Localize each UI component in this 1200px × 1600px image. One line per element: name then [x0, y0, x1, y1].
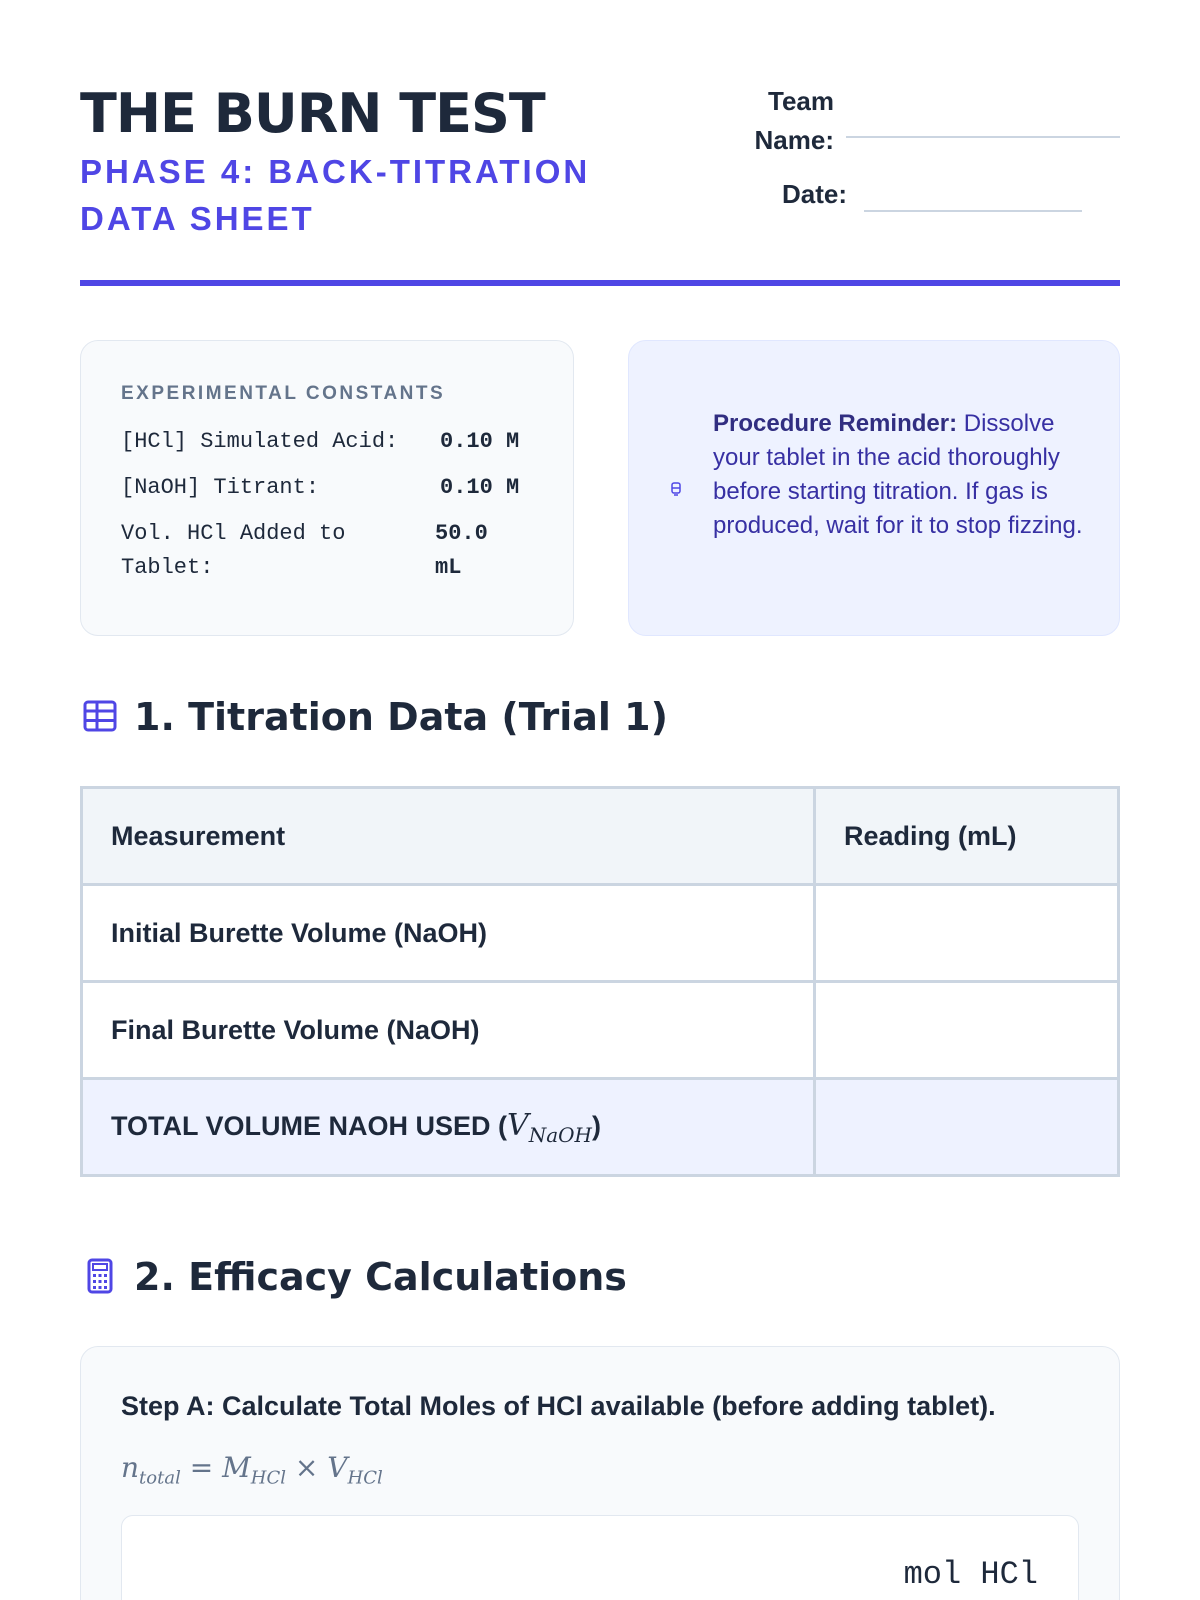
- reminder-body: Dissolve your tablet in the acid thoroughly before starting titration. If gas is produced, wait for it to stop fizzing.: [713, 410, 1083, 539]
- table-row: [82, 885, 1119, 982]
- constant-value: 0.10 M: [440, 475, 520, 500]
- procedure-reminder-card: [628, 340, 1120, 636]
- section-heading: 2. Efficacy Calculations: [134, 1255, 627, 1299]
- constant-row: [121, 517, 541, 587]
- section-heading: 1. Titration Data (Trial 1): [134, 695, 668, 739]
- date-input-line[interactable]: [864, 210, 1082, 212]
- calculator-icon: [82, 1258, 118, 1294]
- constant-label: [NaOH] Titrant:: [121, 475, 320, 500]
- constant-value: 0.10 M: [440, 429, 520, 454]
- reading-input-cell[interactable]: [815, 885, 1119, 982]
- reminder-label: Procedure Reminder:: [713, 410, 958, 437]
- header-divider: [80, 280, 1120, 286]
- step-a-card: [80, 1346, 1120, 1600]
- experimental-constants-card: [80, 340, 574, 636]
- page-title: THE BURN TEST: [80, 82, 545, 145]
- table-header-row: [82, 788, 1119, 885]
- reading-input-cell[interactable]: [815, 982, 1119, 1079]
- total-symbol: $V_{NaOH}$: [507, 1107, 592, 1147]
- step-a-answer-box[interactable]: [121, 1515, 1079, 1600]
- team-name-input-line[interactable]: [846, 136, 1120, 138]
- column-header-reading: Reading (mL): [815, 788, 1119, 885]
- total-label-cell: TOTAL VOLUME NAOH USED $(V_{NaOH})$: [82, 1079, 815, 1176]
- answer-unit: mol HCl: [903, 1556, 1038, 1593]
- constant-label: [HCl] Simulated Acid:: [121, 429, 399, 454]
- reminder-text: [713, 407, 1093, 543]
- table-total-row: [82, 1079, 1119, 1176]
- measurement-cell: Final Burette Volume (NaOH): [82, 982, 815, 1079]
- reminder-icon: [669, 481, 683, 499]
- constants-heading: EXPERIMENTAL CONSTANTS: [121, 383, 446, 404]
- titration-data-table: [80, 786, 1120, 1177]
- page-subtitle: PHASE 4: BACK-TITRATION DATA SHEET: [80, 153, 591, 237]
- table-icon: [82, 698, 118, 734]
- measurement-cell: Initial Burette Volume (NaOH): [82, 885, 815, 982]
- constant-value: 50.0 mL: [435, 521, 488, 580]
- date-label: Date:: [782, 179, 848, 209]
- team-name-field: [740, 82, 1120, 162]
- constant-label: Vol. HCl Added to Tablet:: [121, 521, 346, 580]
- table-row: [82, 982, 1119, 1079]
- total-reading-input-cell[interactable]: [815, 1079, 1119, 1176]
- step-a-formula: $n_{total} = M_{HCl} \times V_{HCl}$: [121, 1451, 383, 1489]
- date-field: [700, 174, 1100, 214]
- data-sheet: [80, 0, 1120, 1600]
- column-header-measurement: Measurement: [82, 788, 815, 885]
- step-a-instruction: Step A: Calculate Total Moles of HCl available (before adding tablet).: [121, 1391, 996, 1421]
- team-name-label: Team Name:: [754, 86, 834, 155]
